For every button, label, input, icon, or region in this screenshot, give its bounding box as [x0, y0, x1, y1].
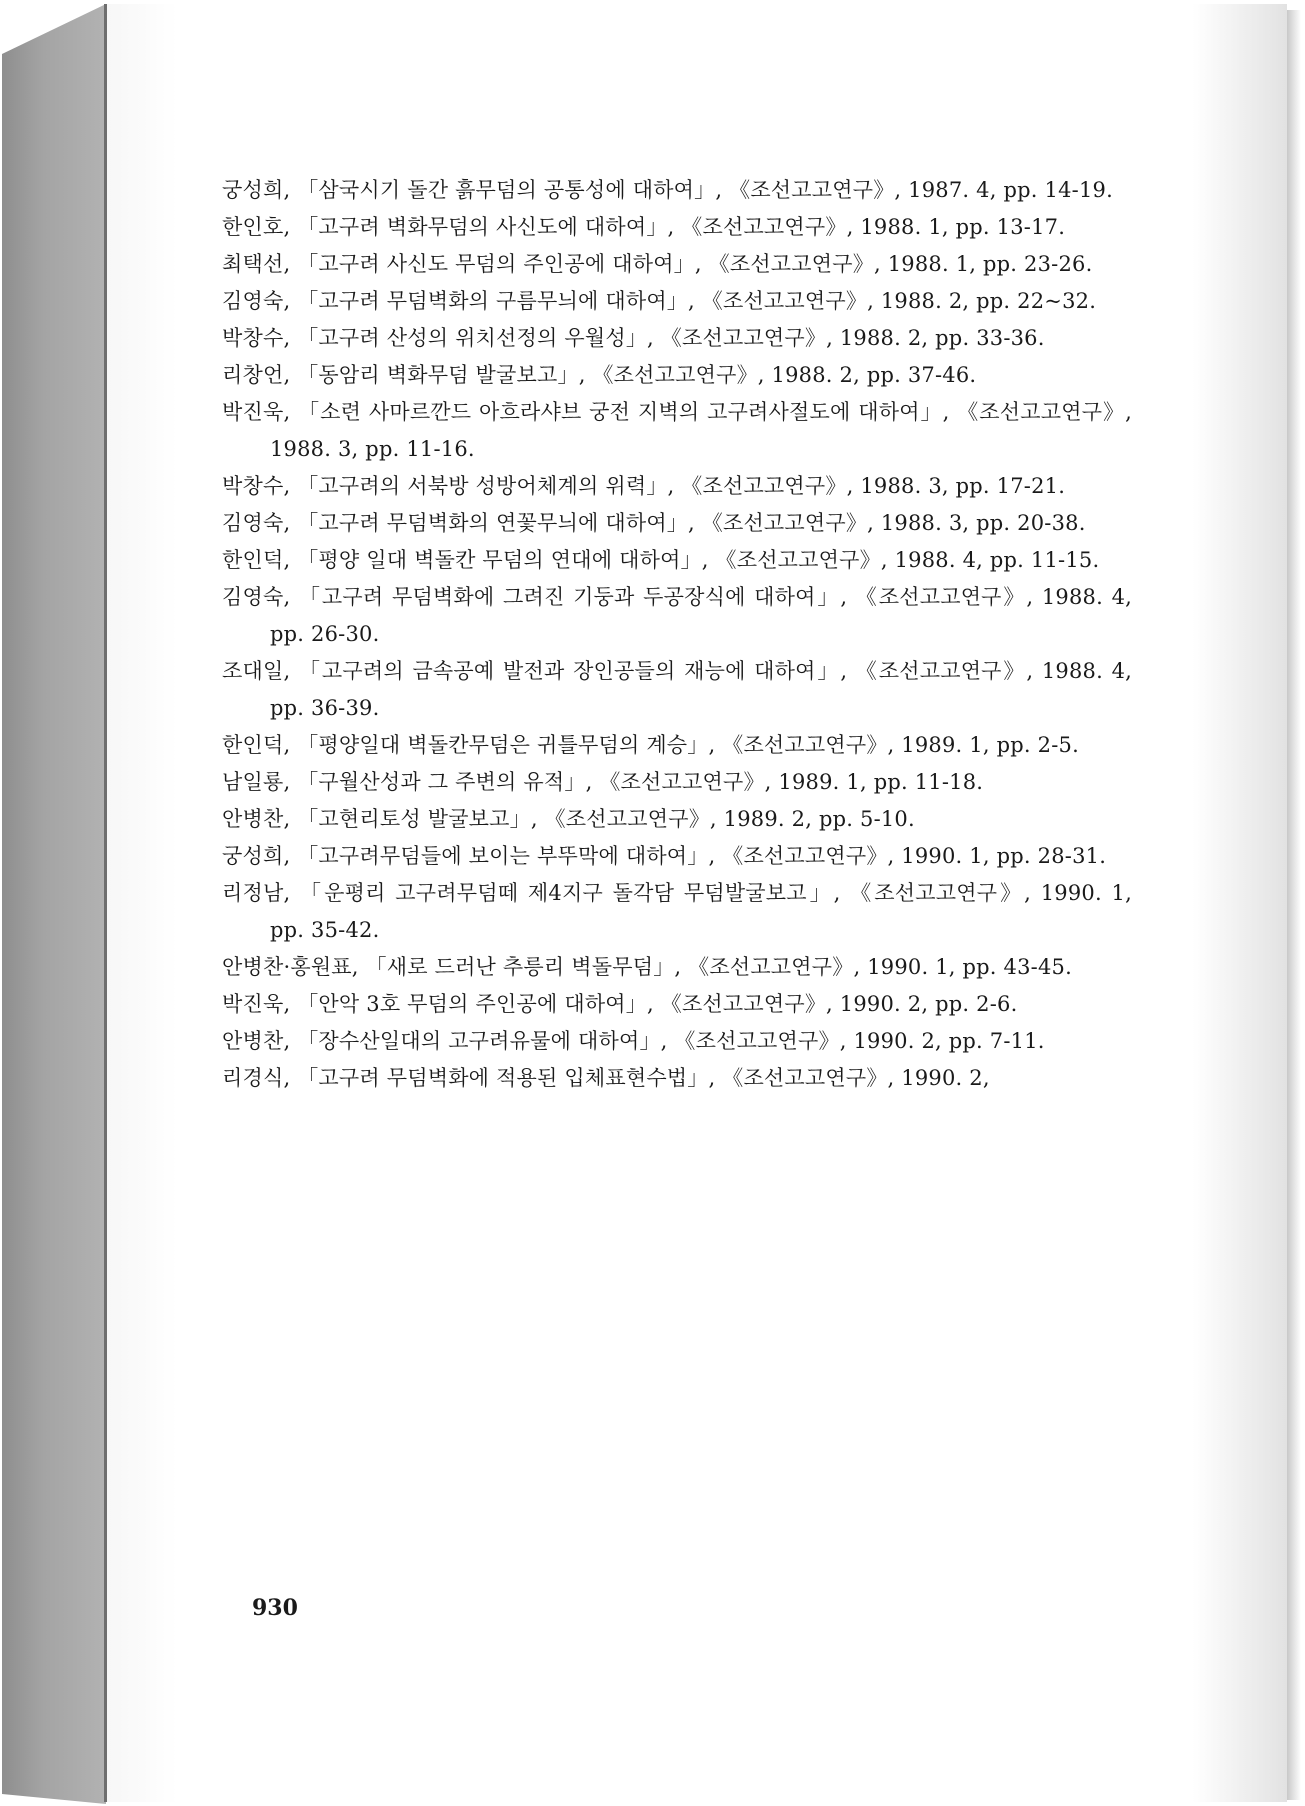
bibliography-entry: 리정남, 「운평리 고구려무덤떼 제4지구 돌각담 무덤발굴보고」, 《조선고고연구》, 1990. 1, pp. 35-42. — [222, 881, 1132, 942]
bibliography-entry: 리경식, 「고구려 무덤벽화에 적용된 입체표현수법」, 《조선고고연구》, 1990. 2, — [222, 1066, 990, 1090]
bibliography-entry: 안병찬, 「장수산일대의 고구려유물에 대하여」, 《조선고고연구》, 1990. 2, pp. 7-11. — [222, 1029, 1045, 1053]
bibliography-entry: 안병찬·홍원표, 「새로 드러난 추릉리 벽돌무덤」, 《조선고고연구》, 1990. 1, pp. 43-45. — [222, 955, 1072, 979]
bibliography-entry: 남일룡, 「구월산성과 그 주변의 유적」, 《조선고고연구》, 1989. 1, pp. 11-18. — [222, 770, 984, 794]
page-number: 930 — [252, 1595, 298, 1621]
page-edge-shadow — [1287, 10, 1301, 1800]
book-spine — [2, 4, 106, 1804]
bibliography-entry: 김영숙, 「고구려 무덤벽화에 그려진 기둥과 두공장식에 대하여」, 《조선고고연구》, 1988. 4, pp. 26-30. — [222, 585, 1132, 646]
bibliography-entry: 리창언, 「동암리 벽화무덤 발굴보고」, 《조선고고연구》, 1988. 2, pp. 37-46. — [222, 363, 977, 387]
bibliography-entry: 안병찬, 「고현리토성 발굴보고」, 《조선고고연구》, 1989. 2, pp. 5-10. — [222, 807, 915, 831]
bibliography-entry: 김영숙, 「고구려 무덤벽화의 구름무늬에 대하여」, 《조선고고연구》, 1988. 2, pp. 22~32. — [222, 289, 1097, 313]
bibliography-entry: 박진욱, 「소련 사마르깐드 아흐라샤브 궁전 지벽의 고구려사절도에 대하여」, 《조선고고연구》, 1988. 3, pp. 11-16. — [222, 400, 1132, 461]
bibliography-entry: 한인덕, 「평양일대 벽돌칸무덤은 귀틀무덤의 계승」, 《조선고고연구》, 1989. 1, pp. 2-5. — [222, 733, 1079, 757]
bibliography-entry: 최택선, 「고구려 사신도 무덤의 주인공에 대하여」, 《조선고고연구》, 1988. 1, pp. 23-26. — [222, 252, 1093, 276]
bibliography-entry: 궁성희, 「고구려무덤들에 보이는 부뚜막에 대하여」, 《조선고고연구》, 1990. 1, pp. 28-31. — [222, 844, 1107, 868]
bibliography-entry: 박창수, 「고구려 산성의 위치선정의 우월성」, 《조선고고연구》, 1988. 2, pp. 33-36. — [222, 326, 1045, 350]
bibliography-entry: 박창수, 「고구려의 서북방 성방어체계의 위력」, 《조선고고연구》, 1988. 3, pp. 17-21. — [222, 474, 1066, 498]
bibliography-entry: 한인호, 「고구려 벽화무덤의 사신도에 대하여」, 《조선고고연구》, 1988. 1, pp. 13-17. — [222, 215, 1066, 239]
bibliography-entry: 한인덕, 「평양 일대 벽돌칸 무덤의 연대에 대하여」, 《조선고고연구》, 1988. 4, pp. 11-15. — [222, 548, 1100, 572]
bibliography-list — [222, 172, 1132, 1097]
bibliography-entry: 궁성희, 「삼국시기 돌간 흙무덤의 공통성에 대하여」, 《조선고고연구》, 1987. 4, pp. 14-19. — [222, 178, 1113, 202]
bibliography-entry: 김영숙, 「고구려 무덤벽화의 연꽃무늬에 대하여」, 《조선고고연구》, 1988. 3, pp. 20-38. — [222, 511, 1086, 535]
bibliography-entry: 박진욱, 「안악 3호 무덤의 주인공에 대하여」, 《조선고고연구》, 1990. 2, pp. 2-6. — [222, 992, 1018, 1016]
bibliography-entry: 조대일, 「고구려의 금속공예 발전과 장인공들의 재능에 대하여」, 《조선고고연구》, 1988. 4, pp. 36-39. — [222, 659, 1132, 720]
